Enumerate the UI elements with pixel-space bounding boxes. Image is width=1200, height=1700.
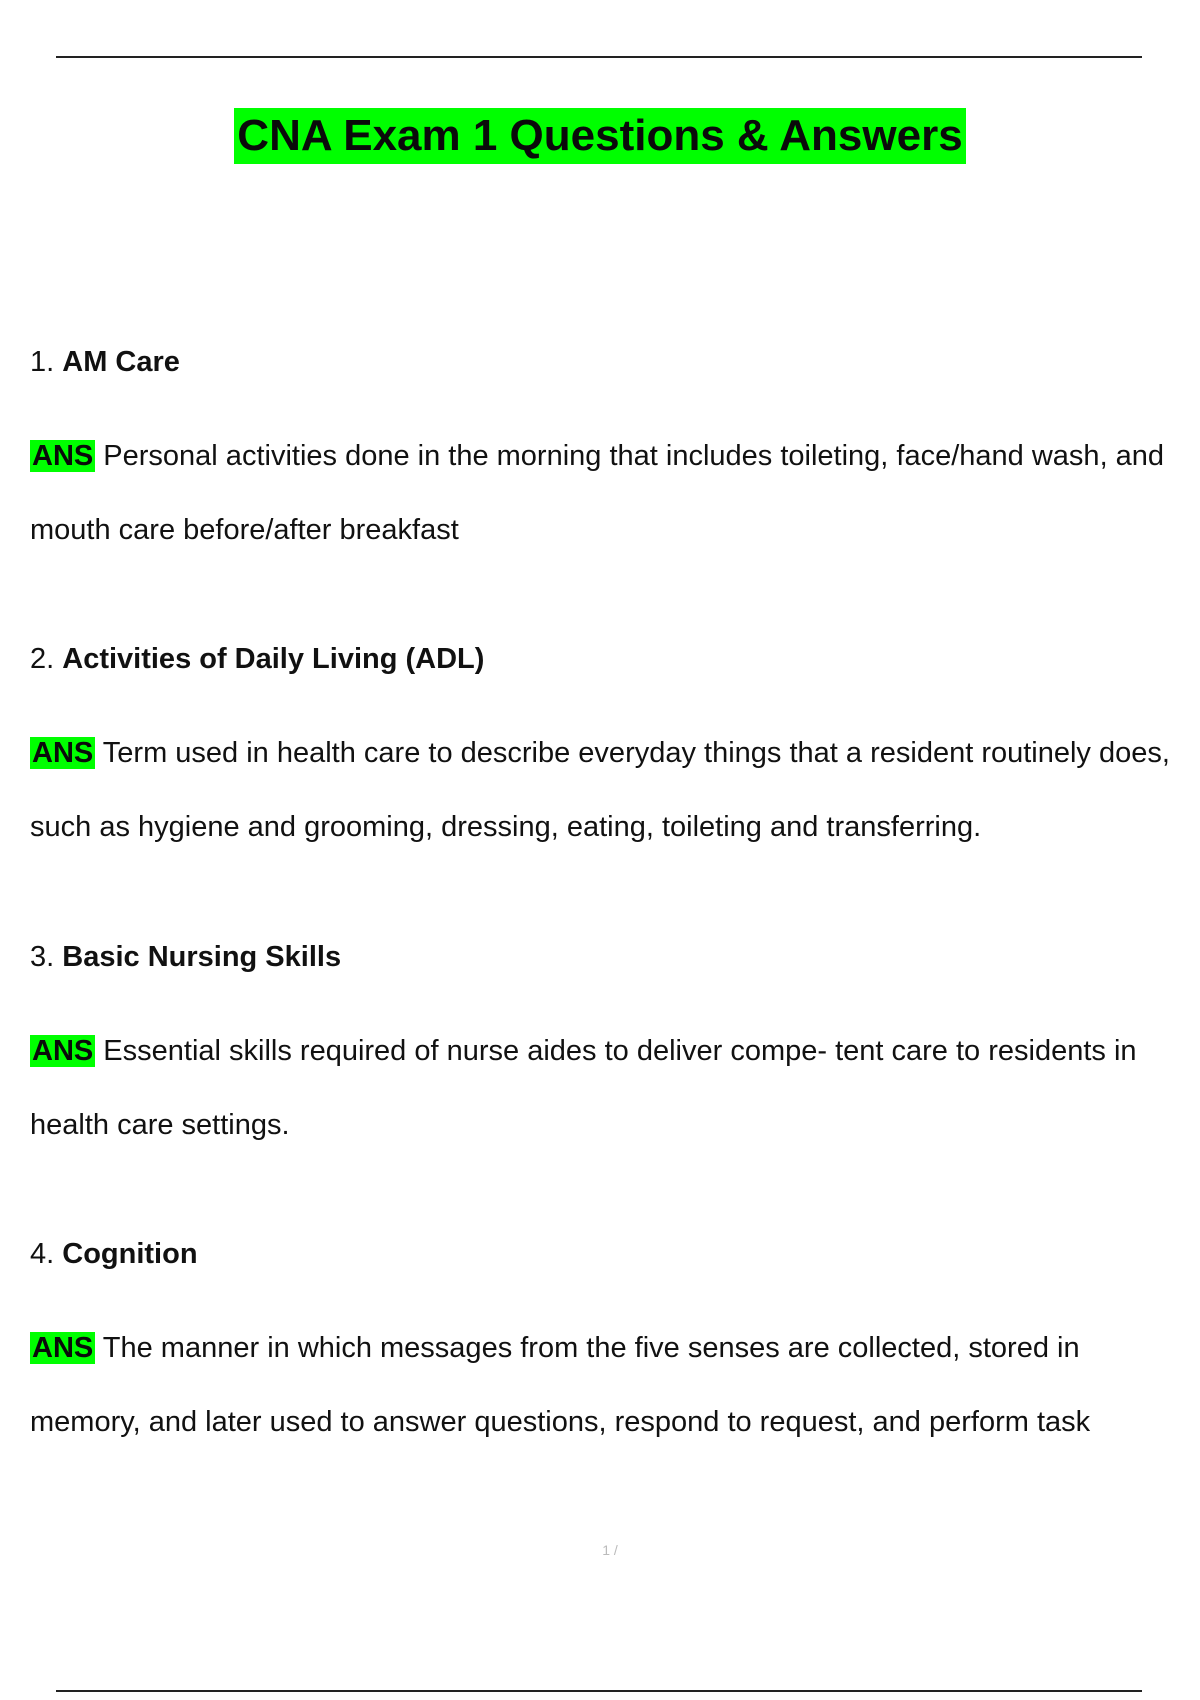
question-term: AM Care bbox=[62, 346, 180, 378]
answer-paragraph bbox=[30, 1014, 1190, 1162]
bottom-rule bbox=[56, 1690, 1142, 1692]
qa-item bbox=[30, 1237, 1190, 1459]
qa-item bbox=[30, 940, 1190, 1162]
qa-item bbox=[30, 345, 1190, 567]
question-number: 4. bbox=[30, 1238, 55, 1270]
answer-tag: ANS bbox=[32, 440, 94, 472]
question-line bbox=[30, 940, 1190, 974]
question-term: Activities of Daily Living (ADL) bbox=[62, 643, 485, 675]
answer-text: The manner in which messages from the five senses are collected, stored in memory, and later used to answer questions, respond to request, and perform task bbox=[30, 1332, 1091, 1438]
answer-paragraph bbox=[30, 419, 1190, 567]
top-rule bbox=[56, 56, 1142, 58]
answer-tag: ANS bbox=[32, 737, 94, 769]
question-number: 3. bbox=[30, 941, 55, 973]
answer-tag: ANS bbox=[32, 1035, 94, 1067]
question-term: Basic Nursing Skills bbox=[62, 941, 342, 973]
answer-text: Personal activities done in the morning that includes toileting, face/hand wash, and mouth care before/after breakfast bbox=[30, 440, 1165, 546]
page-number: 1 / bbox=[602, 1542, 618, 1558]
question-number: 1. bbox=[30, 346, 55, 378]
answer-paragraph bbox=[30, 716, 1190, 864]
title-container bbox=[0, 108, 1200, 164]
question-line bbox=[30, 1237, 1190, 1271]
answer-tag: ANS bbox=[32, 1332, 94, 1364]
answer-text: Term used in health care to describe everyday things that a resident routinely does, such as hygiene and grooming, dressing, eating, toileting and transferring. bbox=[30, 737, 1170, 843]
answer-paragraph bbox=[30, 1311, 1190, 1459]
question-number: 2. bbox=[30, 643, 55, 675]
question-line bbox=[30, 345, 1190, 379]
page-title: CNA Exam 1 Questions & Answers bbox=[234, 108, 965, 164]
question-line bbox=[30, 642, 1190, 676]
question-term: Cognition bbox=[62, 1238, 198, 1270]
qa-item bbox=[30, 642, 1190, 864]
answer-text: Essential skills required of nurse aides to deliver compe- tent care to residents in health care settings. bbox=[30, 1035, 1137, 1141]
